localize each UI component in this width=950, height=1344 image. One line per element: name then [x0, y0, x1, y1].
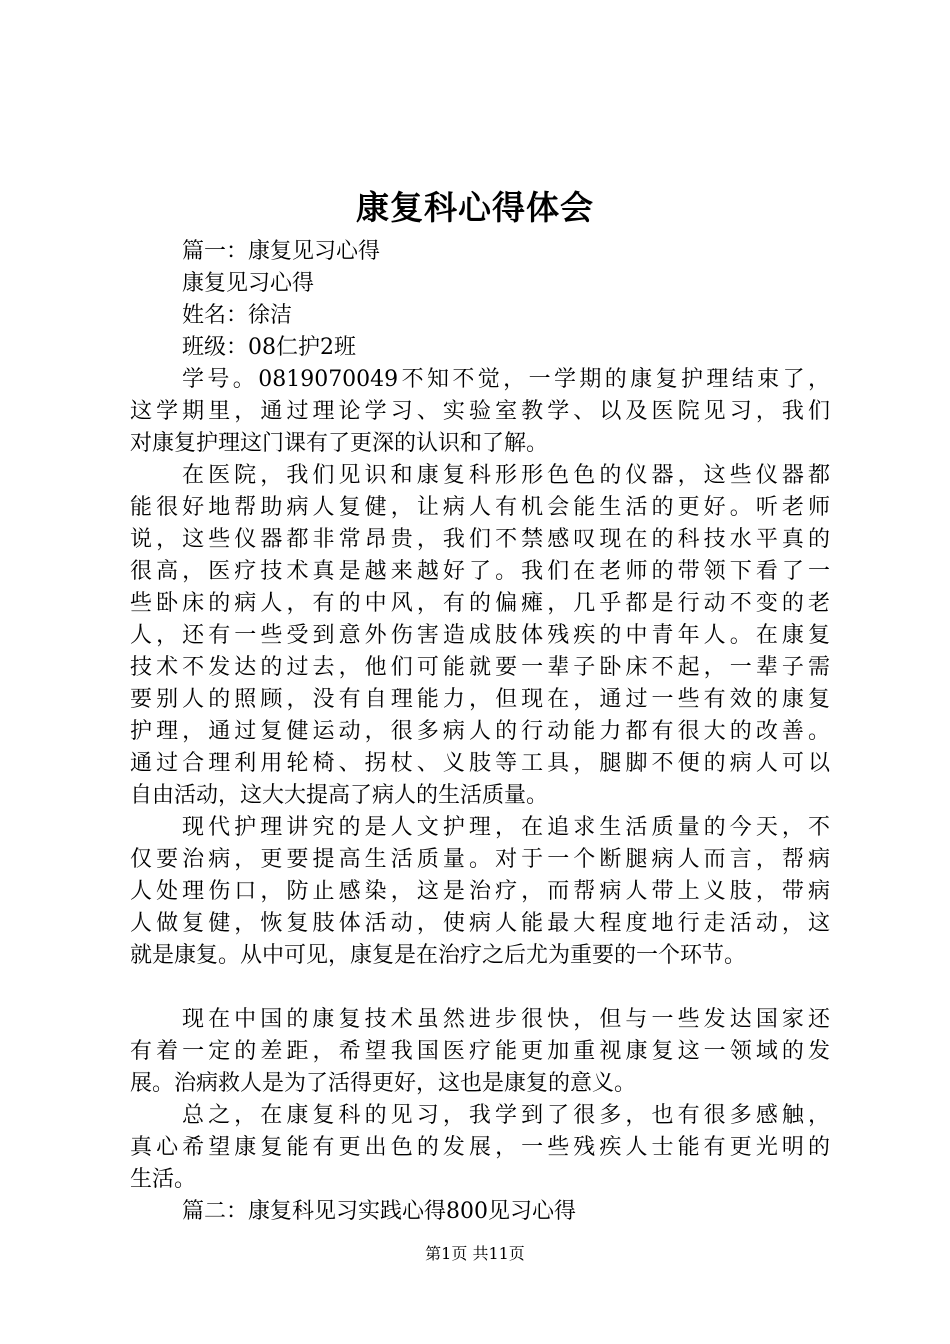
paragraph-line: 真心希望康复能有更出色的发展，一些残疾人士能有更光明的 [130, 1135, 830, 1160]
paragraph-line: 这学期里，通过理论学习、实验室教学、以及医院见习，我们 [130, 399, 830, 424]
paragraph-line: 自由活动，这大大提高了病人的生活质量。 [130, 783, 549, 808]
blank-line [130, 972, 830, 1004]
document-body [130, 236, 830, 1228]
paragraph-line: 在医院，我们见识和康复科形形色色的仪器，这些仪器都 [182, 463, 830, 488]
paragraph-line: 技术不发达的过去，他们可能就要一辈子卧床不起，一辈子需 [130, 655, 830, 680]
paragraph-line: 说，这些仪器都非常昂贵，我们不禁感叹现在的科技水平真的 [130, 527, 830, 552]
name-line: 姓名：徐洁 [182, 303, 293, 328]
paragraph-line: 学号。0819070049不知不觉，一学期的康复护理结束了， [182, 367, 830, 392]
paragraph-line: 通过合理利用轮椅、拐杖、义肢等工具，腿脚不便的病人可以 [130, 751, 830, 776]
paragraph-line: 对康复护理这门课有了更深的认识和了解。 [130, 431, 549, 456]
paragraph-line: 仅要治病，更要提高生活质量。对于一个断腿病人而言，帮病 [130, 847, 830, 872]
paragraph-line: 人，还有一些受到意外伤害造成肢体残疾的中青年人。在康复 [130, 623, 830, 648]
paragraph-line: 人做复健，恢复肢体活动，使病人能最大程度地行走活动，这 [130, 911, 830, 936]
paragraph-line: 护理，通过复健运动，很多病人的行动能力都有很大的改善。 [130, 719, 830, 744]
paragraph-line: 生活。 [130, 1167, 197, 1192]
section-heading: 篇二：康复科见习实践心得800见习心得 [182, 1199, 576, 1224]
page-footer: 第1页 共11页 [425, 1244, 525, 1263]
paragraph-line: 就是康复。从中可见，康复是在治疗之后尤为重要的一个环节。 [130, 943, 747, 968]
paragraph-line: 人处理伤口，防止感染，这是治疗，而帮病人带上义肢，带病 [130, 879, 830, 904]
subheading: 康复见习心得 [182, 271, 315, 296]
paragraph-line: 总之，在康复科的见习，我学到了很多，也有很多感触， [182, 1103, 830, 1128]
section-heading: 篇一：康复见习心得 [182, 239, 381, 264]
paragraph-line: 些卧床的病人，有的中风，有的偏瘫，几乎都是行动不变的老 [130, 591, 830, 616]
paragraph-line: 现代护理讲究的是人文护理，在追求生活质量的今天，不 [182, 815, 830, 840]
paragraph-line: 很高，医疗技术真是越来越好了。我们在老师的带领下看了一 [130, 559, 830, 584]
paragraph-line: 现在中国的康复技术虽然进步很快，但与一些发达国家还 [182, 1007, 830, 1032]
paragraph-line: 要别人的照顾，没有自理能力，但现在，通过一些有效的康复 [130, 687, 830, 712]
paragraph-line: 展。治病救人是为了活得更好，这也是康复的意义。 [130, 1071, 637, 1096]
class-line: 班级：08仁护2班 [182, 335, 356, 360]
document-title: 康复科心得体会 [356, 188, 594, 227]
paragraph-line: 有着一定的差距，希望我国医疗能更加重视康复这一领域的发 [130, 1039, 830, 1064]
paragraph-line: 能很好地帮助病人复健，让病人有机会能生活的更好。听老师 [130, 495, 830, 520]
